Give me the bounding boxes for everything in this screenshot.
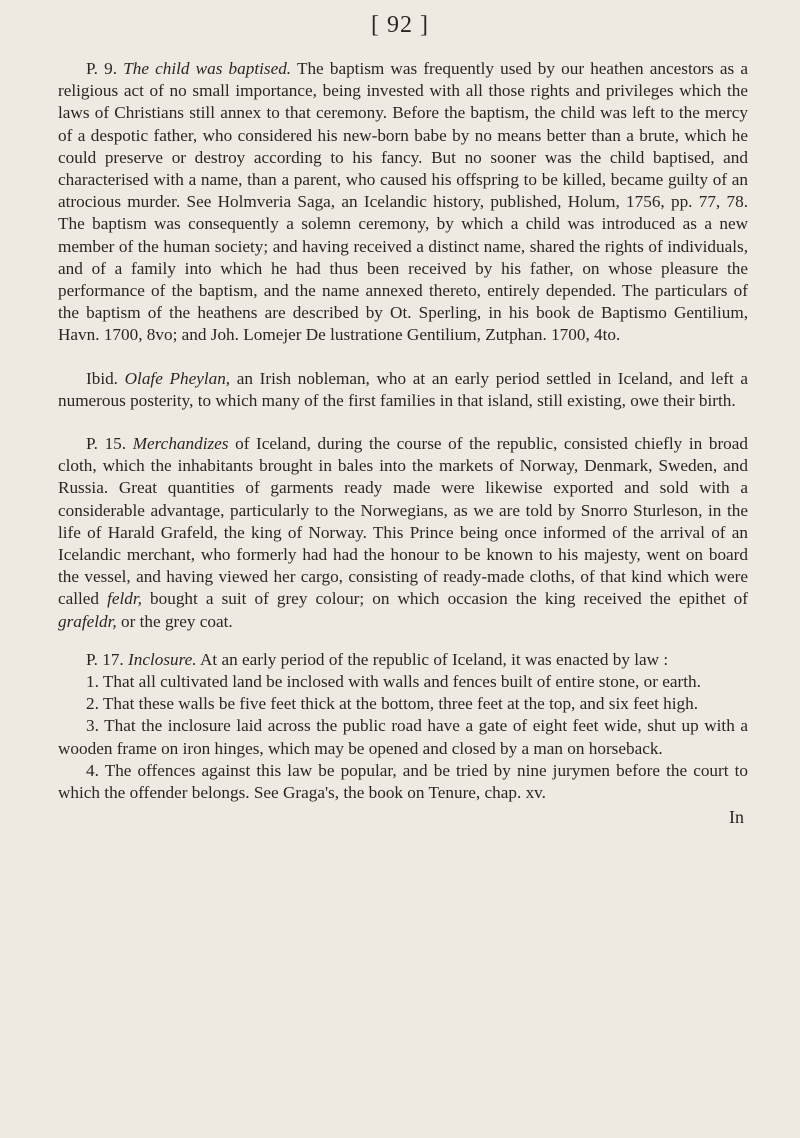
note-ref: P. 9. (86, 59, 118, 78)
note-heading: Inclosure. (128, 649, 197, 669)
note-text-continued: bought a suit of grey colour; on which occasion the king received the epithet of (150, 589, 748, 609)
list-item: 4. The offences against this law be popular, and be tried by nine jurymen before the court to which the offender belongs. See Graga's, the book on Tenure, chap. xv. (58, 760, 748, 803)
note-baptism (58, 58, 748, 347)
term-grafeldr: grafeldr, (58, 611, 117, 631)
note-ref: Ibid. (86, 368, 118, 388)
note-heading: Olafe Pheylan, (124, 368, 231, 388)
note-olafe-pheylan (58, 368, 748, 412)
note-text: The baptism was frequently used by our heathen ancestors as a religious act of no small importance, being invested with all those rights and privileges which the laws of Christians still annex to that ceremony. Before the baptism, the child was left to the mercy of a despotic father, who considered his new-born babe by no means better than a brute, which he could preserve or destroy according to his fancy. But no sooner was the child baptised, and characterised with a name, than a parent, who caused his offspring to be killed, became guilty of an atrocious murder. See Holmveria Saga, an Icelandic history, published, Holum, 1756, pp. 77, 78. The baptism was consequently a solemn ceremony, by which a child was introduced as a new member of the human society; and having received a distinct name, shared the rights of individuals, and of a family into which he had thus been received by his father, on whose pleasure the performance of the baptism, and the name annexed thereto, entirely depended. The particulars of the baptism of the heathens are described by Ot. Sperling, in his book de Baptismo Gentilium, Havn. 1700, 8vo; and Joh. Lomejer De lustratione Gentilium, Zutphan. 1700, 4to. (58, 59, 749, 345)
note-merchandizes (58, 433, 748, 633)
note-heading: The child was baptised. (123, 59, 292, 78)
inclosure-law-list (58, 671, 748, 804)
note-heading: Merchandizes (132, 434, 229, 454)
note-inclosure (58, 649, 748, 804)
page-body (58, 58, 748, 829)
note-text-end: or the grey coat. (121, 611, 233, 631)
page-number: [ 92 ] (371, 12, 429, 38)
term-feldr: feldr, (107, 589, 142, 609)
note-ref: P. 17. (86, 649, 124, 669)
list-item: 3. That the inclosure laid across the public road have a gate of eight feet wide, shut up with a wooden frame on iron hinges, which may be opened and closed by a man on horseback. (58, 716, 748, 758)
note-text: an Irish nobleman, who at an early period settled in Iceland, and left a numerous posterity, to which many of the first families in that island, still existing, owe their birth. (58, 368, 748, 410)
list-item: 2. That these walls be five feet thick at the bottom, three feet at the top, and six feet high. (86, 694, 699, 714)
list-item: 1. That all cultivated land be inclosed with walls and fences built of entire stone, or earth. (86, 672, 701, 692)
catchword: In (729, 807, 744, 828)
note-text: At an early period of the republic of Iceland, it was enacted by law : (199, 649, 669, 669)
note-text: of Iceland, during the course of the republic, consisted chiefly in broad cloth, which the inhabitants brought in bales into the markets of Norway, Denmark, Sweden, and Russia. Great quantities of garments ready made were likewise exported and sold with a considerable advantage, particularly to the Norwegians, as we are told by Snorro Sturleson, in the life of Harald Grafeld, the king of Norway. This Prince being once informed of the arrival of an Icelandic merchant, who formerly had had the honour to be known to his majesty, went on board the vessel, and having viewed her cargo, consisting of ready-made cloths, of that kind which were called (58, 434, 748, 609)
note-ref: P. 15. (86, 434, 127, 454)
note-inclosure-intro (58, 649, 748, 671)
